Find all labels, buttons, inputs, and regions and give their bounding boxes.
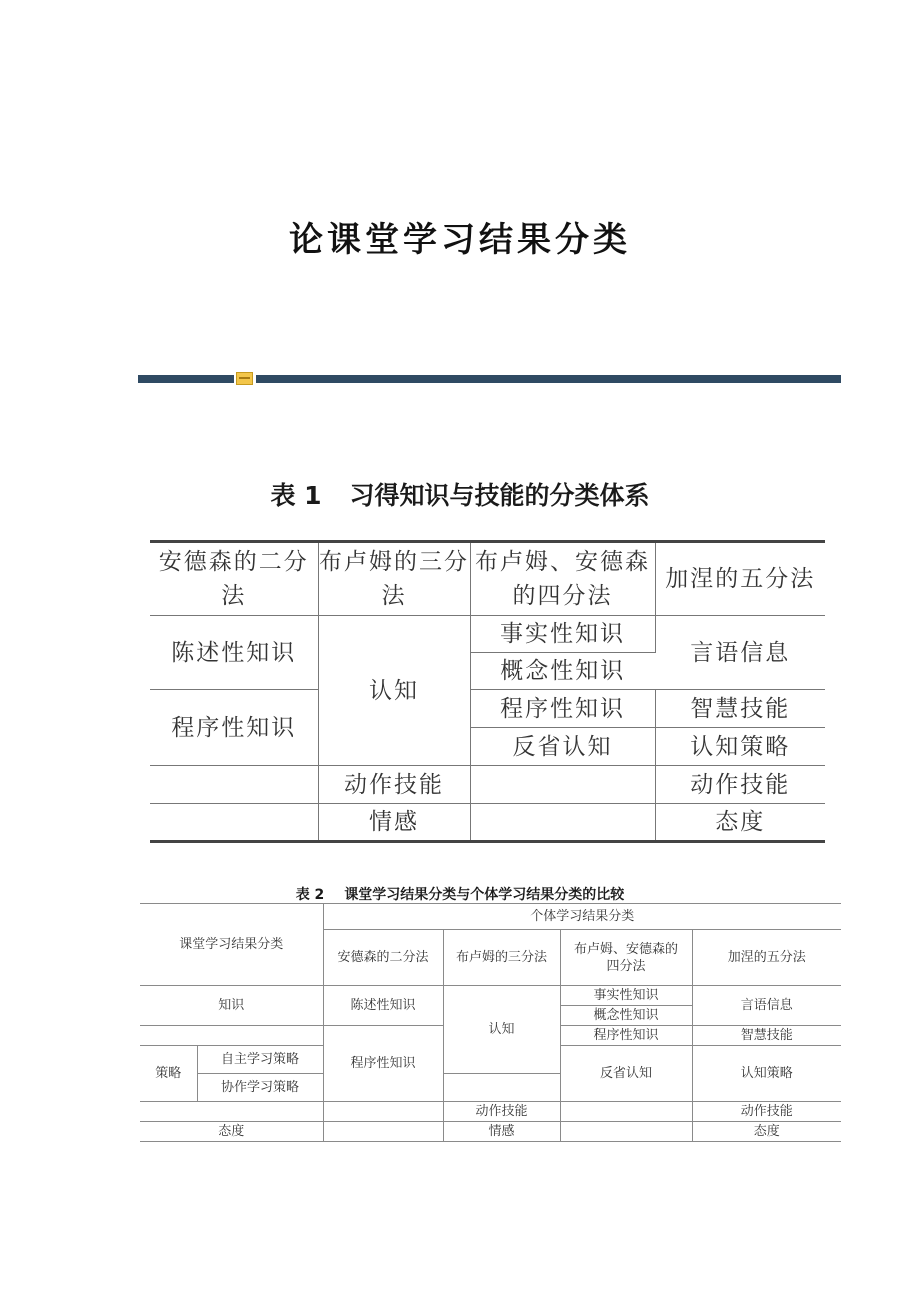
- cell-empty: [140, 1102, 323, 1122]
- cell-empty: [323, 1122, 443, 1142]
- cell-declarative: 陈述性知识: [150, 616, 318, 690]
- cell-declarative: 陈述性知识: [323, 986, 443, 1026]
- cell-motor-skill-gagne: 动作技能: [692, 1102, 841, 1122]
- header-divider-left: [138, 375, 234, 383]
- table2-header-row: [140, 904, 841, 930]
- table2-subheader-gagne: 加涅的五分法: [692, 930, 841, 986]
- cell-factual: 事实性知识: [560, 986, 692, 1006]
- table1-header-row: [150, 542, 825, 616]
- cell-cognition: 认知: [318, 616, 470, 766]
- cell-empty: [140, 1026, 323, 1046]
- table2: [140, 903, 841, 1142]
- cell-motor-skill-bloom: 动作技能: [318, 766, 470, 804]
- subheader-line-2: 四分法: [606, 958, 646, 974]
- table-row: [140, 986, 841, 1006]
- cell-knowledge: 知识: [140, 986, 323, 1026]
- table1-caption-text: 习得知识与技能的分类体系: [349, 481, 650, 510]
- cell-conceptual: 概念性知识: [470, 653, 655, 690]
- cell-motor-skill-gagne: 动作技能: [655, 766, 825, 804]
- subheader-line-1: 布卢姆、安德森的: [574, 941, 679, 957]
- cell-empty: [323, 1102, 443, 1122]
- cell-intellectual-skill: 智慧技能: [655, 690, 825, 728]
- cell-procedural: 程序性知识: [150, 690, 318, 766]
- cell-cognitive-strategy: 认知策略: [692, 1046, 841, 1102]
- cell-attitude-left: 态度: [140, 1122, 323, 1142]
- envelope-icon: [236, 372, 253, 385]
- table2-caption-text: 课堂学习结果分类与个体学习结果分类的比较: [344, 887, 625, 903]
- cell-metacognition: 反省认知: [560, 1046, 692, 1102]
- table2-subheader-bloom: 布卢姆的三分法: [443, 930, 560, 986]
- cell-cognition: 认知: [443, 986, 560, 1074]
- cell-strategy: 策略: [140, 1046, 197, 1102]
- table1-header-bloom: 布卢姆的三分法: [318, 542, 470, 616]
- table2-header-group: 个体学习结果分类: [323, 904, 841, 930]
- table-row: [150, 766, 825, 804]
- cell-self-strategy: 自主学习策略: [197, 1046, 323, 1074]
- table1: [150, 540, 825, 843]
- table-row: [140, 1122, 841, 1142]
- table2-header-left: 课堂学习结果分类: [140, 904, 323, 986]
- table1-caption: [0, 476, 920, 512]
- table-row: [140, 1102, 841, 1122]
- cell-empty: [560, 1102, 692, 1122]
- table2-caption: [0, 884, 920, 904]
- cell-motor-skill-bloom: 动作技能: [443, 1102, 560, 1122]
- cell-empty: [150, 804, 318, 842]
- table2-caption-label: 表 2: [295, 887, 325, 903]
- cell-collab-strategy: 协作学习策略: [197, 1074, 323, 1102]
- table1-header-bloom-anderson: 布卢姆、安德森的四分法: [470, 542, 655, 616]
- table-row: [150, 690, 825, 728]
- table1-header-anderson: 安德森的二分法: [150, 542, 318, 616]
- table2-subheader-anderson: 安德森的二分法: [323, 930, 443, 986]
- cell-attitude: 态度: [655, 804, 825, 842]
- cell-attitude-right: 态度: [692, 1122, 841, 1142]
- cell-affect: 情感: [318, 804, 470, 842]
- header-divider-right: [256, 375, 841, 383]
- cell-factual: 事实性知识: [470, 616, 655, 653]
- cell-verbal-info: 言语信息: [655, 616, 825, 690]
- table-row: [150, 804, 825, 842]
- cell-empty: [560, 1122, 692, 1142]
- table2-subheader-bloom-anderson: [560, 930, 692, 986]
- table-row: [150, 616, 825, 653]
- cell-intellectual-skill: 智慧技能: [692, 1026, 841, 1046]
- cell-metacognition: 反省认知: [470, 728, 655, 766]
- cell-empty: [470, 804, 655, 842]
- cell-conceptual: 概念性知识: [560, 1006, 692, 1026]
- cell-cognitive-strategy: 认知策略: [655, 728, 825, 766]
- cell-procedural-knowledge: 程序性知识: [470, 690, 655, 728]
- cell-verbal-info: 言语信息: [692, 986, 841, 1026]
- cell-affect: 情感: [443, 1122, 560, 1142]
- cell-empty: [150, 766, 318, 804]
- table1-header-gagne: 加涅的五分法: [655, 542, 825, 616]
- cell-empty: [470, 766, 655, 804]
- cell-procedural-knowledge: 程序性知识: [560, 1026, 692, 1046]
- table1-caption-label: 表 1: [270, 481, 322, 510]
- cell-cognition-cont: [443, 1074, 560, 1102]
- document-title: 论课堂学习结果分类: [289, 220, 631, 260]
- cell-procedural: 程序性知识: [323, 1026, 443, 1102]
